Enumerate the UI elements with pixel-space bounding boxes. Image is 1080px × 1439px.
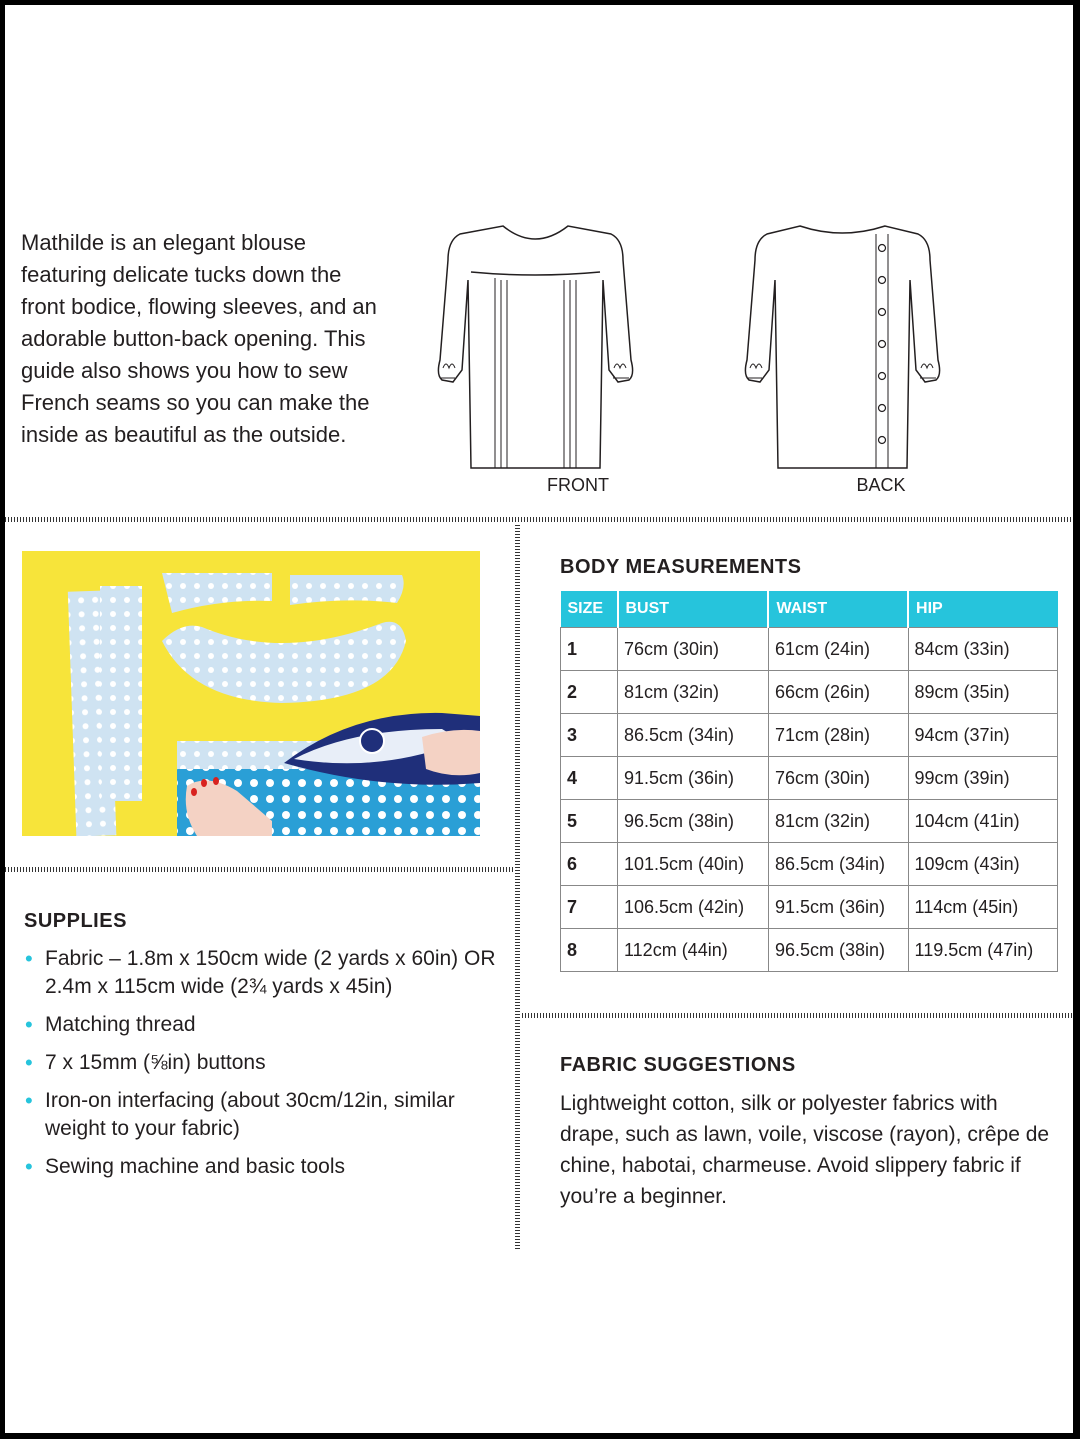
table-row bbox=[561, 671, 1058, 714]
hip-cell: 109cm (43in) bbox=[908, 843, 1057, 886]
header-size: SIZE bbox=[561, 591, 618, 628]
bust-cell: 96.5cm (38in) bbox=[618, 800, 769, 843]
list-item: • 7 x 15mm (⅝in) buttons bbox=[23, 1049, 513, 1077]
waist-cell: 91.5cm (36in) bbox=[768, 886, 908, 929]
supplies-list bbox=[23, 945, 513, 1191]
waist-cell: 66cm (26in) bbox=[768, 671, 908, 714]
size-cell: 2 bbox=[561, 671, 618, 714]
bust-cell: 86.5cm (34in) bbox=[618, 714, 769, 757]
bust-cell: 91.5cm (36in) bbox=[618, 757, 769, 800]
measurements-title: BODY MEASUREMENTS bbox=[560, 556, 802, 578]
table-row bbox=[561, 843, 1058, 886]
size-cell: 7 bbox=[561, 886, 618, 929]
hip-cell: 104cm (41in) bbox=[908, 800, 1057, 843]
hip-cell: 119.5cm (47in) bbox=[908, 929, 1057, 972]
measurements-table bbox=[560, 591, 1058, 972]
list-item: • Fabric – 1.8m x 150cm wide (2 yards x 60in) OR 2.4m x 115cm wide (2¾ yards x 45in) bbox=[23, 945, 513, 1001]
hip-cell: 99cm (39in) bbox=[908, 757, 1057, 800]
table-row bbox=[561, 714, 1058, 757]
waist-cell: 96.5cm (38in) bbox=[768, 929, 908, 972]
bust-cell: 112cm (44in) bbox=[618, 929, 769, 972]
size-cell: 6 bbox=[561, 843, 618, 886]
header-hip: HIP bbox=[908, 591, 1057, 628]
size-cell: 3 bbox=[561, 714, 618, 757]
header-bust: BUST bbox=[618, 591, 769, 628]
waist-cell: 61cm (24in) bbox=[768, 628, 908, 671]
list-item: • Matching thread bbox=[23, 1011, 513, 1039]
hip-cell: 89cm (35in) bbox=[908, 671, 1057, 714]
waist-cell: 81cm (32in) bbox=[768, 800, 908, 843]
ironing-photo bbox=[22, 551, 480, 836]
waist-cell: 71cm (28in) bbox=[768, 714, 908, 757]
size-cell: 1 bbox=[561, 628, 618, 671]
hip-cell: 114cm (45in) bbox=[908, 886, 1057, 929]
size-cell: 8 bbox=[561, 929, 618, 972]
section-divider bbox=[5, 867, 515, 872]
front-blouse-illustration bbox=[433, 220, 638, 475]
bust-cell: 101.5cm (40in) bbox=[618, 843, 769, 886]
hip-cell: 84cm (33in) bbox=[908, 628, 1057, 671]
fabric-title: FABRIC SUGGESTIONS bbox=[560, 1054, 796, 1076]
table-row bbox=[561, 929, 1058, 972]
hip-cell: 94cm (37in) bbox=[908, 714, 1057, 757]
table-row bbox=[561, 757, 1058, 800]
intro-paragraph: Mathilde is an elegant blouse featuring delicate tucks down the front bodice, flowing sleeves, and an adorable button-back opening. This guide also shows you how to sew French seams so you can make the inside as beautiful as the outside. bbox=[21, 230, 377, 447]
fabric-paragraph: Lightweight cotton, silk or polyester fabrics with drape, such as lawn, voile, viscose (rayon), crêpe de chine, habotai, charmeuse. Avoid slippery fabric if you’re a beginner. bbox=[560, 1092, 1050, 1208]
table-row bbox=[561, 800, 1058, 843]
column-divider bbox=[515, 525, 520, 1250]
header-waist: WAIST bbox=[768, 591, 908, 628]
bust-cell: 106.5cm (42in) bbox=[618, 886, 769, 929]
supplies-title: SUPPLIES bbox=[24, 910, 127, 932]
section-divider bbox=[5, 517, 1073, 522]
bust-cell: 81cm (32in) bbox=[618, 671, 769, 714]
page bbox=[5, 5, 1073, 1433]
waist-cell: 76cm (30in) bbox=[768, 757, 908, 800]
waist-cell: 86.5cm (34in) bbox=[768, 843, 908, 886]
bust-cell: 76cm (30in) bbox=[618, 628, 769, 671]
front-label: FRONT bbox=[547, 475, 609, 495]
table-row bbox=[561, 628, 1058, 671]
back-blouse-illustration bbox=[740, 220, 945, 475]
list-item: • Sewing machine and basic tools bbox=[23, 1153, 513, 1181]
section-divider bbox=[522, 1013, 1073, 1018]
back-label: BACK bbox=[856, 475, 906, 495]
table-header-row bbox=[561, 591, 1058, 628]
size-cell: 5 bbox=[561, 800, 618, 843]
list-item: • Iron-on interfacing (about 30cm/12in, similar weight to your fabric) bbox=[23, 1087, 513, 1143]
size-cell: 4 bbox=[561, 757, 618, 800]
table-row bbox=[561, 886, 1058, 929]
